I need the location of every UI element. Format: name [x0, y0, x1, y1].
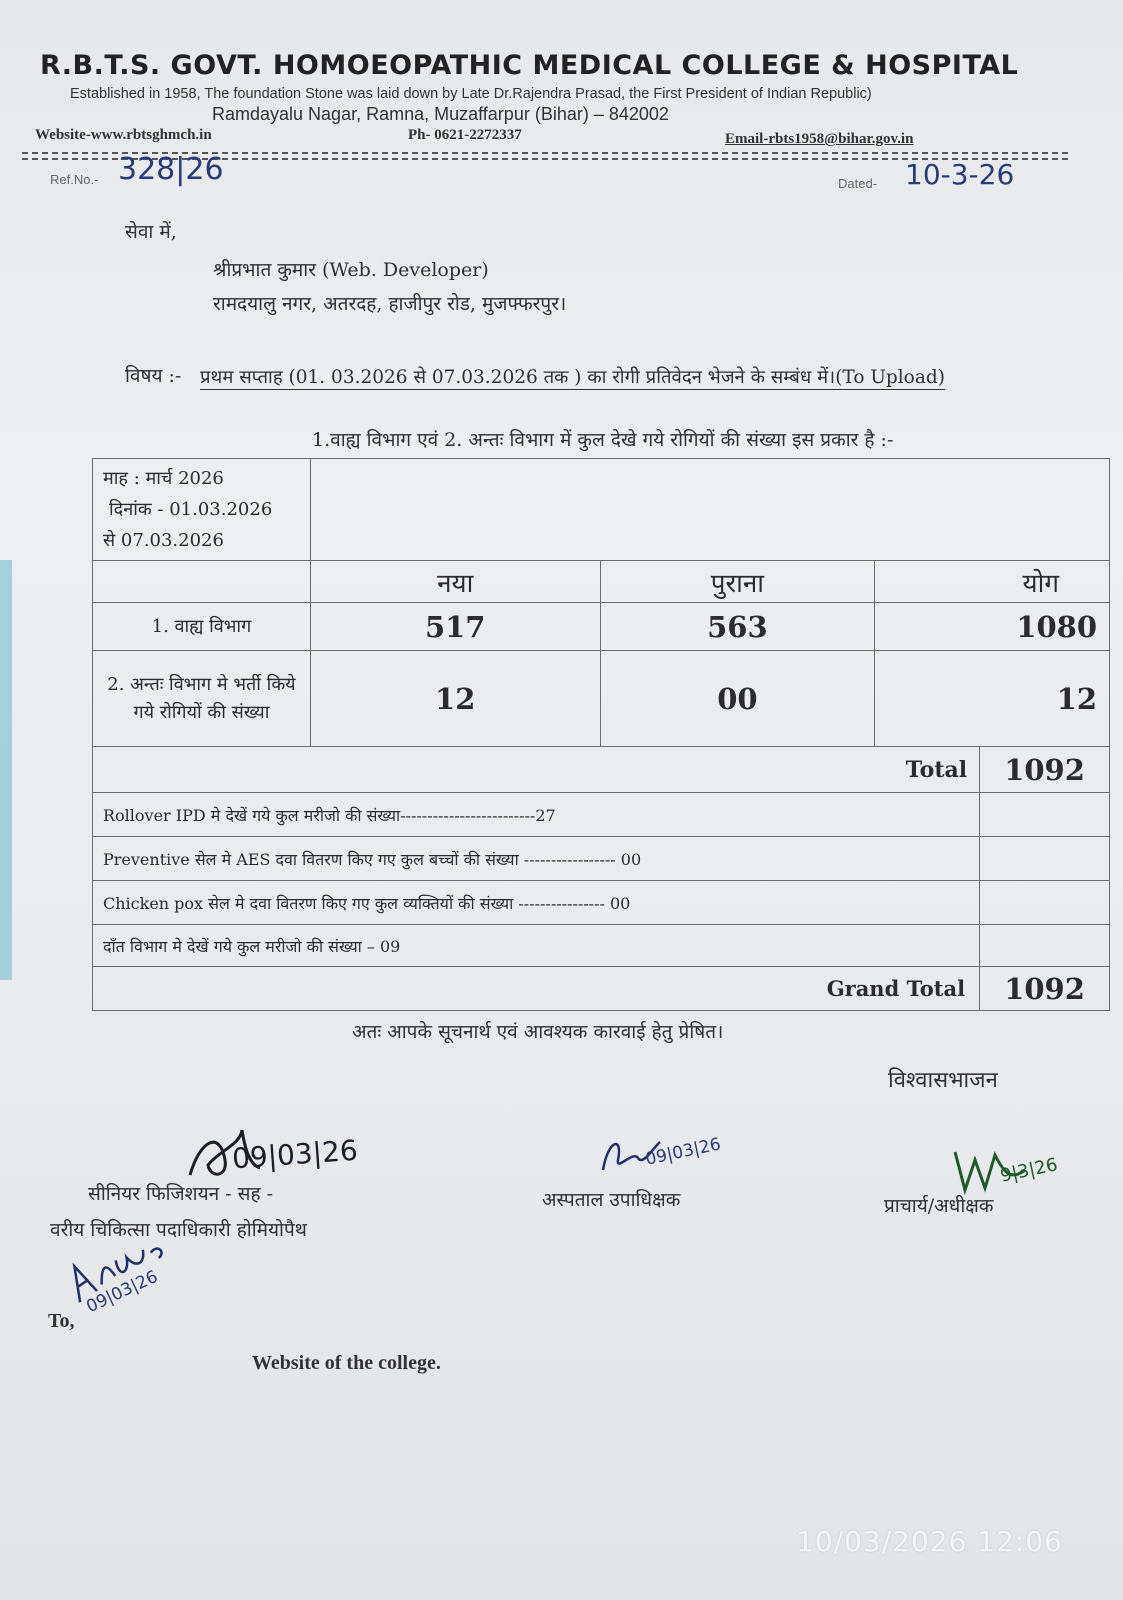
- addressee-address: रामदयालु नगर, अतरदह, हाजीपुर रोड, मुजफ्फरपुर।: [213, 293, 567, 315]
- salutation: सेवा में,: [125, 221, 177, 243]
- col-header-total: योग: [875, 561, 1110, 603]
- row-label-ipd: 2. अन्तः विभाग मे भर्ती किये गये रोगियों की संख्या: [93, 651, 311, 747]
- grand-total-value: 1092: [980, 967, 1110, 1011]
- regards: विश्वासभाजन: [888, 1068, 998, 1093]
- note-chicken-pox: Chicken pox सेल मे दवा वितरण किए गए कुल व्यक्तियों की संख्या ---------------- 00: [93, 881, 980, 925]
- signatory-middle: अस्पताल उपाधिक्षक: [542, 1189, 681, 1211]
- note-rollover-ipd: Rollover IPD मे देखें गये कुल मरीजो की संख्या-------------------------27: [93, 793, 980, 837]
- note-dental: दाँत विभाग मे देखें गये कुल मरीजो की संख्या – 09: [93, 925, 980, 967]
- note-preventive-aes: Preventive सेल मे AES दवा वितरण किए गए कुल बच्चों की संख्या ----------------- 00: [93, 837, 980, 881]
- total-value: 1092: [980, 747, 1110, 793]
- recipient-text: Website of the college.: [252, 1352, 441, 1374]
- subject-label: विषय :-: [125, 365, 182, 387]
- email-line: Email-rbts1958@bihar.gov.in: [725, 131, 914, 147]
- period-from: दिनांक - 01.03.2026: [109, 499, 273, 520]
- ref-number-handwritten: 328|26: [118, 152, 224, 187]
- header-blank-cell: [93, 561, 311, 603]
- total-label: Total: [93, 747, 980, 793]
- period-to: से 07.03.2026: [103, 530, 224, 551]
- period-blank-cell: [310, 459, 1109, 561]
- ref-label: Ref.No.-: [50, 172, 99, 187]
- opd-old: 563: [600, 603, 875, 651]
- note-blank-3: [980, 881, 1110, 925]
- dated-label: Dated-: [838, 176, 878, 191]
- opd-total: 1080: [875, 603, 1110, 651]
- photo-timestamp: 10/03/2026 12:06: [796, 1525, 1063, 1558]
- establishment-note: Established in 1958, The foundation Stone was laid down by Late Dr.Rajendra Prasad, the First President of Indian Republic): [70, 86, 872, 102]
- col-header-old: पुराना: [600, 561, 875, 603]
- ipd-new: 12: [310, 651, 600, 747]
- report-intro: 1.वाह्य विभाग एवं 2. अन्तः विभाग में कुल देखे गये रोगियों की संख्या इस प्रकार है :-: [312, 429, 894, 451]
- signatory-left-line2: वरीय चिकित्सा पदाधिकारी होमियोपैथ: [50, 1219, 307, 1241]
- ipd-total: 12: [875, 651, 1110, 747]
- opd-new: 517: [310, 603, 600, 651]
- signatory-right: प्राचार्य/अधीक्षक: [884, 1195, 994, 1217]
- col-header-new: नया: [310, 561, 600, 603]
- signatory-left-line1: सीनियर फिजिशयन - सह -: [88, 1183, 274, 1205]
- note-blank-1: [980, 793, 1110, 837]
- closing-line: अतः आपके सूचनार्थ एवं आवश्यक कारवाई हेतु प्रेषित।: [352, 1021, 724, 1043]
- to-label: To,: [48, 1310, 75, 1332]
- page-edge-strip: [0, 560, 12, 980]
- middle-signature-date: 09|03|26: [643, 1134, 723, 1170]
- grand-total-label: Grand Total: [93, 967, 980, 1011]
- website-line: Website-www.rbtsghmch.in: [35, 127, 212, 143]
- ipd-old: 00: [600, 651, 875, 747]
- addressee-name: श्रीप्रभात कुमार (Web. Developer): [213, 259, 489, 281]
- row-label-opd: 1. वाह्य विभाग: [93, 603, 311, 651]
- note-blank-4: [980, 925, 1110, 967]
- akumar-date: 09|03|26: [83, 1266, 162, 1318]
- dated-handwritten: 10-3-26: [905, 158, 1015, 191]
- period-month: माह : मार्च 2026: [103, 468, 224, 489]
- college-address: Ramdayalu Nagar, Ramna, Muzaffarpur (Bihar) – 842002: [212, 104, 669, 124]
- right-signature-date: 9|3|26: [998, 1154, 1060, 1187]
- phone-line: Ph- 0621-2272337: [408, 127, 522, 143]
- period-cell: [93, 459, 311, 561]
- subject-text: प्रथम सप्ताह (01. 03.2026 से 07.03.2026 तक ) का रोगी प्रतिवेदन भेजने के सम्बंध में।(To Upload): [200, 364, 945, 390]
- left-signature-date: 09|03|26: [231, 1133, 359, 1176]
- patient-statistics-table: [92, 458, 1110, 1011]
- note-blank-2: [980, 837, 1110, 881]
- college-name: R.B.T.S. GOVT. HOMOEOPATHIC MEDICAL COLLEGE & HOSPITAL: [40, 50, 1019, 81]
